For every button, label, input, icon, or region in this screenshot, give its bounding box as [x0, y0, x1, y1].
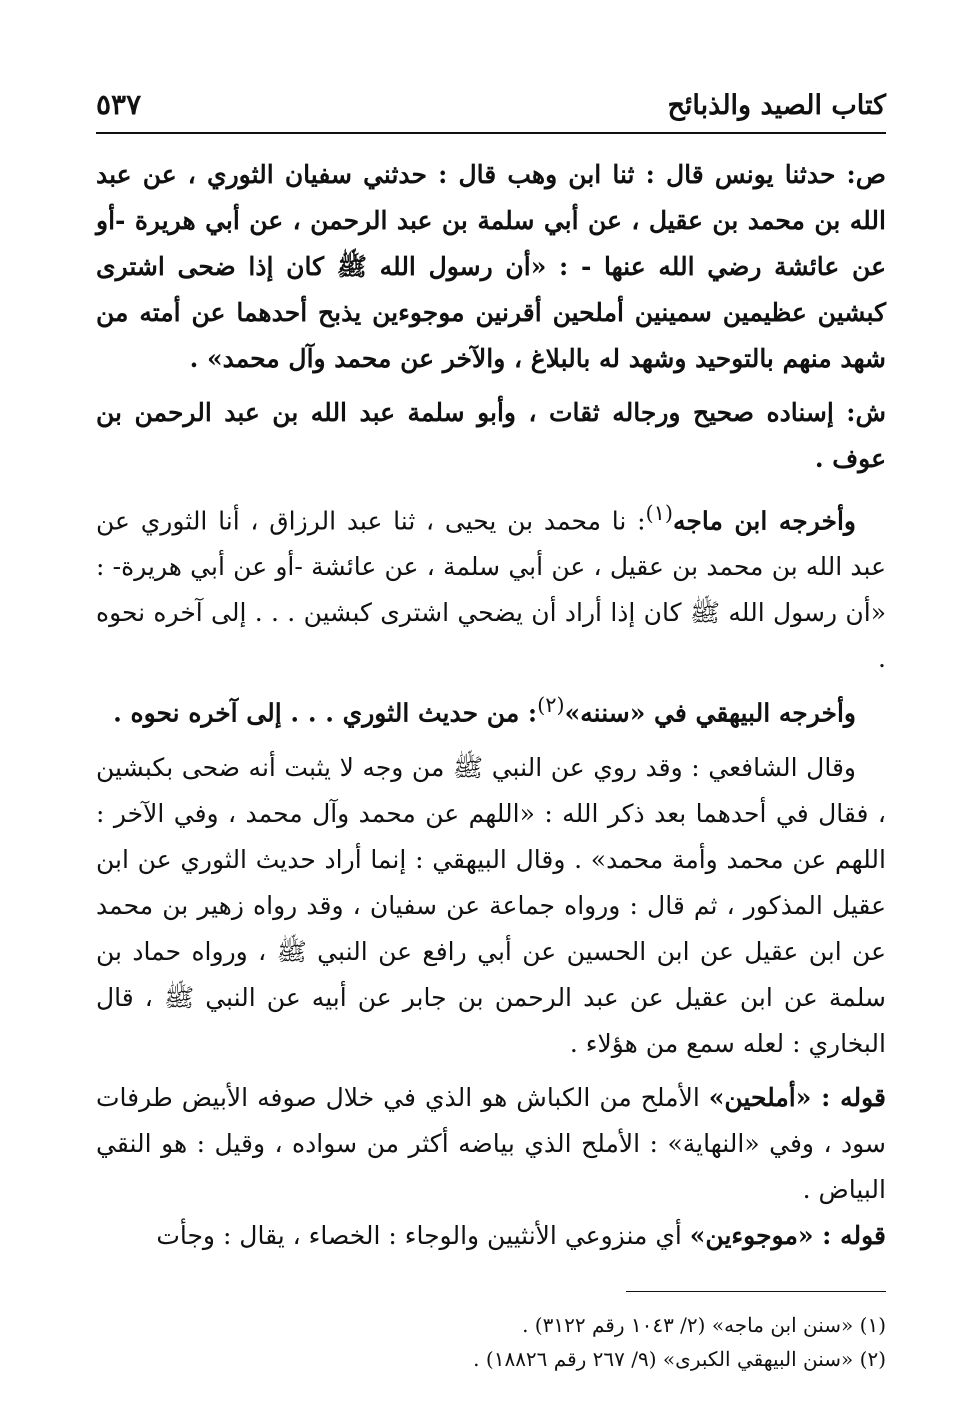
page [96, 80, 886, 1376]
footnote-ref: (١) [645, 501, 673, 525]
paragraph-lead: قوله : «موجوءين» [689, 1220, 886, 1250]
paragraph-lead: قوله : «أملحين» [708, 1082, 886, 1112]
paragraph-text: : من حديث الثوري . . . إلى آخره نحوه . [113, 698, 538, 728]
paragraph-lead: ص: [846, 160, 886, 189]
paragraph-text: الأملح من الكباش هو الذي في خلال صوفه الأبيض طرفات سود ، وفي «النهاية» : الأملح الذي بياضه أكثر من سواده ، وقيل : هو النقي البياض . [96, 1082, 886, 1204]
footnote-2: (٢) «سنن البيهقي الكبرى» (٩/ ٢٦٧ رقم ١٨٨٢٦) . [473, 1346, 886, 1371]
main-text [96, 132, 886, 1259]
paragraph-text: إسناده صحيح ورجاله ثقات ، وأبو سلمة عبد الله بن عبد الرحمن بن عوف . [96, 398, 886, 473]
paragraph-shafii [96, 745, 886, 1067]
footnote-1: (١) «سنن ابن ماجه» (٢/ ١٠٤٣ رقم ٣١٢٢) . [522, 1312, 886, 1337]
paragraph-bayhaqi [96, 682, 886, 736]
footnote-ref: (٢) [537, 693, 565, 718]
paragraph-text: أي منزوعي الأنثيين والوجاء : الخصاء ، يقال : وجأت [156, 1220, 690, 1250]
page-header [96, 80, 886, 132]
page-number: ٥٣٧ [96, 88, 142, 121]
paragraph-mawjuayn [96, 1213, 886, 1259]
footnote-divider [626, 1291, 886, 1292]
paragraph-commentary [96, 390, 886, 482]
footnotes [96, 1308, 886, 1376]
paragraph-lead: وأخرجه البيهقي في «سننه» [564, 698, 856, 728]
paragraph-text: حدثنا يونس قال : ثنا ابن وهب قال : حدثني سفيان الثوري ، عن عبد الله بن محمد بن عقيل ، عن أبي سلمة بن عبد الرحمن ، عن أبي هريرة -أو عن عائشة رضي الله عنها - : «أن رسول الله ﷺ كان إذا ضحى اشترى كبشين عظيمين سمينين أملحين أقرنين موجوءين يذبح أحدهما عن أمته من شهد منهم بالتوحيد وشهد له بالبلاغ ، والآخر عن محمد وآل محمد» . [96, 160, 886, 373]
paragraph-lead: وأخرجه ابن ماجه [673, 506, 856, 536]
paragraph-text: : نا محمد بن يحيى ، ثنا عبد الرزاق ، أنا الثوري عن عبد الله بن محمد بن عقيل ، عن أبي سلمة ، عن عائشة -أو عن أبي هريرة- : «أن رسول الله ﷺ كان إذا أراد أن يضحي اشترى كبشين . . . إلى آخره نحوه . [96, 506, 886, 674]
header-divider [96, 132, 886, 134]
paragraph-text: وقال الشافعي : وقد روي عن النبي ﷺ من وجه لا يثبت أنه ضحى بكبشين ، فقال في أحدهما بعد ذكر الله : «اللهم عن محمد وآل محمد ، وفي الآخر : اللهم عن محمد وأمة محمد» . وقال البيهقي : إنما أراد حديث الثوري عن ابن عقيل المذكور ، ثم قال : ورواه جماعة عن سفيان ، وقد رواه زهير بن محمد عن ابن عقيل عن ابن الحسين عن أبي رافع عن النبي ﷺ ، ورواه حماد بن سلمة عن ابن عقيل عن عبد الرحمن بن جابر عن أبيه عن النبي ﷺ ، قال البخاري : لعله سمع من هؤلاء . [96, 752, 886, 1058]
chapter-title: كتاب الصيد والذبائح [667, 90, 886, 121]
paragraph-amlahayn [96, 1075, 886, 1213]
paragraph-ibn-majah [96, 490, 886, 682]
paragraph-hadith [96, 152, 886, 382]
paragraph-lead: ش: [846, 398, 886, 427]
